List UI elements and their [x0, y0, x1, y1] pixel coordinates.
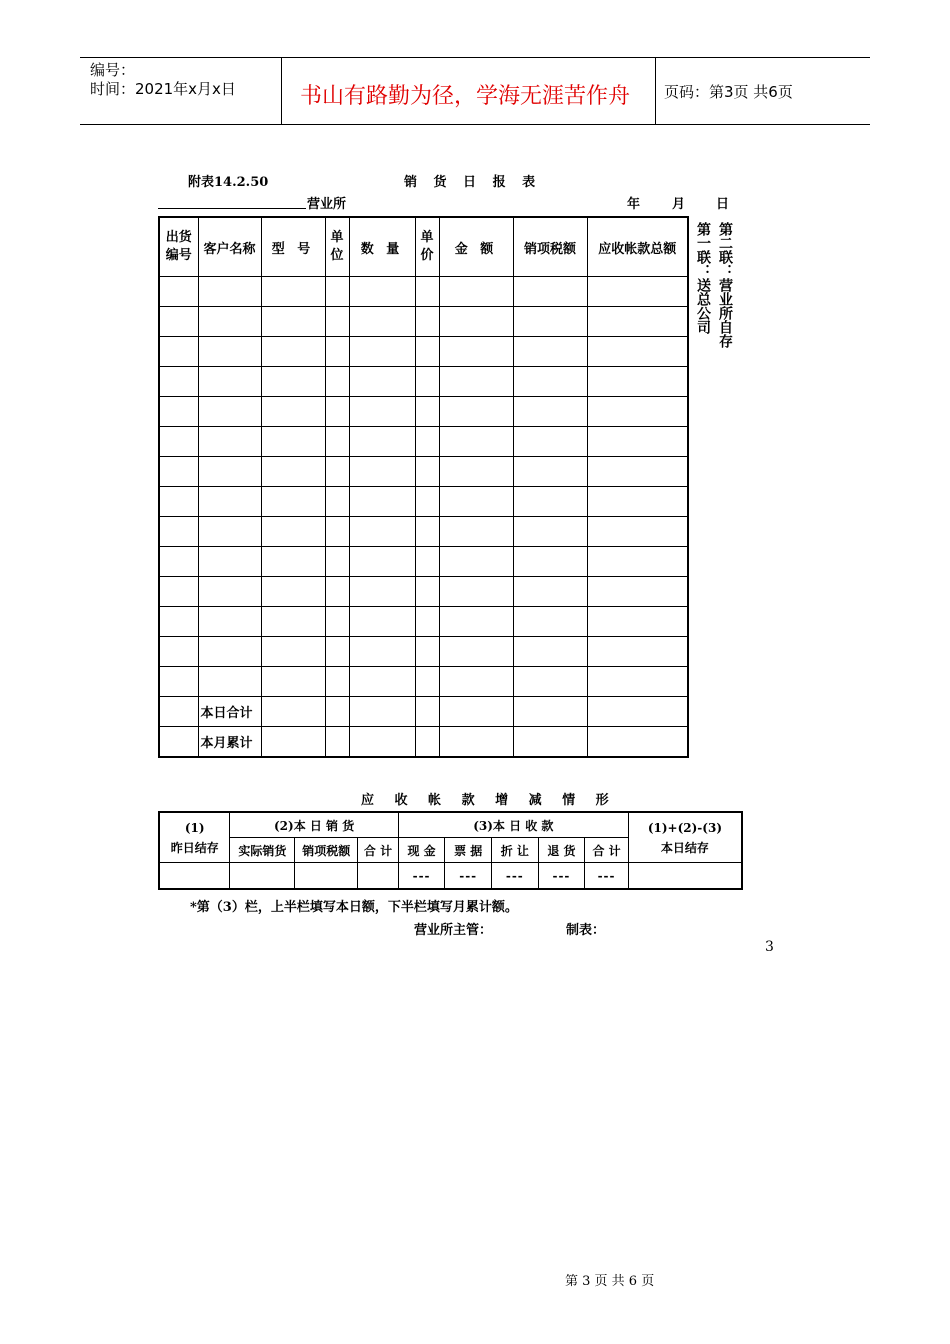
- table-cell: [587, 607, 688, 637]
- sales-table-header: [159, 217, 688, 277]
- table-cell: [513, 307, 587, 337]
- ar-dash-returns: ---: [538, 863, 585, 890]
- table-row: [159, 667, 688, 697]
- table-cell: [349, 637, 415, 667]
- table-cell: [587, 367, 688, 397]
- table-cell: [159, 457, 198, 487]
- table-cell: [159, 637, 198, 667]
- row-total-today: [159, 697, 688, 727]
- table-cell: [587, 397, 688, 427]
- table-cell: [198, 577, 261, 607]
- table-cell: [415, 307, 439, 337]
- table-cell: [587, 667, 688, 697]
- table-cell: [349, 487, 415, 517]
- date-day: 日: [716, 197, 730, 212]
- ar-sub-sales-total: 合 计: [358, 838, 399, 863]
- table-cell: [587, 517, 688, 547]
- col-shipment-no: 出货编号: [159, 217, 198, 277]
- table-cell: [198, 487, 261, 517]
- report-title: 销 货 日 报 表: [404, 175, 542, 190]
- table-cell: [159, 427, 198, 457]
- ar-dash-total: ---: [585, 863, 629, 890]
- ar-dash-discount: ---: [492, 863, 539, 890]
- col-unit-price: 单价: [415, 217, 439, 277]
- ar-col-collections-today: (3)本 日 收 款: [398, 812, 628, 838]
- table-cell: [415, 637, 439, 667]
- table-row: [159, 277, 688, 307]
- table-cell: [415, 547, 439, 577]
- table-cell: [415, 457, 439, 487]
- table-cell: [439, 667, 513, 697]
- time-label: 时间：2021年x月x日: [90, 80, 236, 98]
- table-cell: [261, 337, 325, 367]
- table-row: [159, 487, 688, 517]
- table-cell: [415, 487, 439, 517]
- page-info: 页码：第3页 共6页: [664, 83, 793, 101]
- table-cell: [513, 607, 587, 637]
- office-underline: [158, 208, 306, 209]
- footnote: *第（3）栏，上半栏填写本日额，下半栏填写月累计额。: [190, 900, 518, 915]
- table-cell: [159, 547, 198, 577]
- table-cell: [261, 607, 325, 637]
- table-cell: [325, 607, 349, 637]
- table-cell: [349, 307, 415, 337]
- table-cell: [325, 367, 349, 397]
- table-cell: [439, 337, 513, 367]
- table-cell: [587, 277, 688, 307]
- table-cell: [513, 277, 587, 307]
- table-cell: [439, 547, 513, 577]
- table-cell: [325, 517, 349, 547]
- ar-sub-output-tax: 销项税额: [295, 838, 358, 863]
- ar-col-sales-today: (2)本 日 销 货: [230, 812, 398, 838]
- table-cell: [513, 487, 587, 517]
- table-cell: [159, 577, 198, 607]
- table-cell: [349, 337, 415, 367]
- table-cell: [349, 457, 415, 487]
- table-row: [159, 607, 688, 637]
- table-cell: [325, 337, 349, 367]
- col-customer: 客户名称: [198, 217, 261, 277]
- table-cell: [261, 667, 325, 697]
- table-cell: [325, 547, 349, 577]
- table-row: [159, 427, 688, 457]
- table-cell: [261, 637, 325, 667]
- col-unit: 单位: [325, 217, 349, 277]
- ar-title: 应 收 帐 款 增 减 情 形: [361, 793, 617, 808]
- total-today-label: 本日合计: [198, 697, 261, 727]
- table-row: [159, 397, 688, 427]
- table-row: [159, 457, 688, 487]
- table-cell: [439, 307, 513, 337]
- table-cell: [513, 577, 587, 607]
- ar-col-prev-balance: (1) 昨日结存: [159, 812, 230, 863]
- table-cell: [198, 517, 261, 547]
- table-cell: [415, 367, 439, 397]
- table-cell: [261, 397, 325, 427]
- table-cell: [261, 547, 325, 577]
- table-cell: [261, 457, 325, 487]
- table-cell: [415, 277, 439, 307]
- table-cell: [439, 607, 513, 637]
- table-cell: [349, 517, 415, 547]
- table-cell: [159, 487, 198, 517]
- table-cell: [349, 667, 415, 697]
- table-cell: [439, 457, 513, 487]
- table-cell: [198, 637, 261, 667]
- table-cell: [325, 427, 349, 457]
- table-cell: [159, 397, 198, 427]
- table-cell: [349, 397, 415, 427]
- table-cell: [439, 487, 513, 517]
- table-cell: [261, 487, 325, 517]
- row-total-month: [159, 727, 688, 758]
- page-number: 3: [765, 939, 774, 955]
- table-cell: [198, 307, 261, 337]
- table-cell: [159, 667, 198, 697]
- header-divider-right: [655, 57, 656, 124]
- table-row: [159, 337, 688, 367]
- table-cell: [415, 577, 439, 607]
- table-cell: [439, 637, 513, 667]
- ar-table: [158, 811, 743, 890]
- table-cell: [439, 577, 513, 607]
- table-cell: [325, 667, 349, 697]
- table-cell: [159, 337, 198, 367]
- copy1-label: 第一联：送总公司: [695, 222, 711, 334]
- table-row: [159, 637, 688, 667]
- table-cell: [513, 547, 587, 577]
- table-cell: [159, 607, 198, 637]
- table-cell: [415, 607, 439, 637]
- table-cell: [587, 637, 688, 667]
- table-cell: [198, 457, 261, 487]
- ar-sub-cash: 现 金: [398, 838, 445, 863]
- date-year: 年: [627, 197, 641, 212]
- table-cell: [198, 397, 261, 427]
- table-cell: [159, 277, 198, 307]
- table-cell: [513, 457, 587, 487]
- motto: 书山有路勤为径，学海无涯苦作舟: [300, 84, 631, 109]
- table-cell: [261, 277, 325, 307]
- table-cell: [587, 487, 688, 517]
- table-cell: [587, 457, 688, 487]
- table-cell: [261, 367, 325, 397]
- table-cell: [325, 577, 349, 607]
- table-cell: [587, 337, 688, 367]
- ar-col-today-balance: (1)+(2)-(3) 本日结存: [628, 812, 742, 863]
- table-cell: [198, 667, 261, 697]
- ar-sub-collections-total: 合 计: [585, 838, 629, 863]
- table-cell: [513, 367, 587, 397]
- table-cell: [198, 337, 261, 367]
- col-quantity: 数 量: [349, 217, 415, 277]
- table-cell: [439, 397, 513, 427]
- table-cell: [513, 637, 587, 667]
- table-cell: [261, 307, 325, 337]
- table-cell: [349, 577, 415, 607]
- col-model: 型 号: [261, 217, 325, 277]
- table-cell: [325, 487, 349, 517]
- ar-sub-discount: 折 让: [492, 838, 539, 863]
- table-cell: [198, 607, 261, 637]
- table-cell: [159, 367, 198, 397]
- ar-sub-returns: 退 货: [538, 838, 585, 863]
- table-cell: [261, 517, 325, 547]
- table-cell: [325, 307, 349, 337]
- header-divider-left: [281, 57, 282, 124]
- table-cell: [198, 547, 261, 577]
- appendix-label: 附表14.2.50: [188, 175, 269, 190]
- table-cell: [439, 367, 513, 397]
- table-cell: [349, 607, 415, 637]
- bottom-page-indicator: 第 3 页 共 6 页: [565, 1274, 655, 1289]
- table-cell: [415, 517, 439, 547]
- table-cell: [439, 427, 513, 457]
- table-cell: [587, 547, 688, 577]
- sales-table: [158, 216, 689, 758]
- table-cell: [439, 517, 513, 547]
- header-top-rule: [80, 57, 870, 58]
- table-cell: [513, 667, 587, 697]
- table-row: [159, 577, 688, 607]
- table-cell: [415, 667, 439, 697]
- col-amount: 金 额: [439, 217, 513, 277]
- table-cell: [513, 517, 587, 547]
- table-cell: [513, 337, 587, 367]
- sales-table-body: [159, 277, 688, 697]
- table-cell: [349, 427, 415, 457]
- table-cell: [325, 277, 349, 307]
- ar-dash-cash: ---: [398, 863, 445, 890]
- office-label: 营业所: [307, 197, 347, 212]
- table-cell: [261, 427, 325, 457]
- date-month: 月: [672, 197, 686, 212]
- col-receivable-total: 应收帐款总额: [587, 217, 688, 277]
- copy2-label: 第二联：营业所自存: [717, 222, 733, 348]
- table-cell: [159, 517, 198, 547]
- table-cell: [415, 397, 439, 427]
- table-cell: [349, 367, 415, 397]
- table-cell: [513, 427, 587, 457]
- table-cell: [439, 277, 513, 307]
- table-cell: [349, 547, 415, 577]
- table-row: [159, 547, 688, 577]
- ar-sub-notes: 票 据: [445, 838, 492, 863]
- col-output-tax: 销项税额: [513, 217, 587, 277]
- table-row: [159, 367, 688, 397]
- serial-label: 编号：: [90, 61, 136, 79]
- table-cell: [587, 577, 688, 607]
- ar-dash-notes: ---: [445, 863, 492, 890]
- table-row: [159, 307, 688, 337]
- table-cell: [349, 277, 415, 307]
- supervisor-label: 营业所主管：: [414, 923, 493, 938]
- table-cell: [587, 307, 688, 337]
- table-cell: [325, 397, 349, 427]
- table-cell: [587, 427, 688, 457]
- table-cell: [261, 577, 325, 607]
- table-cell: [415, 337, 439, 367]
- header-bottom-rule: [80, 124, 870, 125]
- preparer-label: 制表：: [566, 923, 606, 938]
- table-cell: [198, 367, 261, 397]
- table-cell: [198, 277, 261, 307]
- table-cell: [198, 427, 261, 457]
- table-cell: [415, 427, 439, 457]
- table-cell: [325, 637, 349, 667]
- table-row: [159, 517, 688, 547]
- total-month-label: 本月累计: [198, 727, 261, 758]
- table-cell: [513, 397, 587, 427]
- table-cell: [325, 457, 349, 487]
- ar-sub-actual-sales: 实际销货: [230, 838, 295, 863]
- table-cell: [159, 307, 198, 337]
- ar-data-row: [159, 863, 742, 890]
